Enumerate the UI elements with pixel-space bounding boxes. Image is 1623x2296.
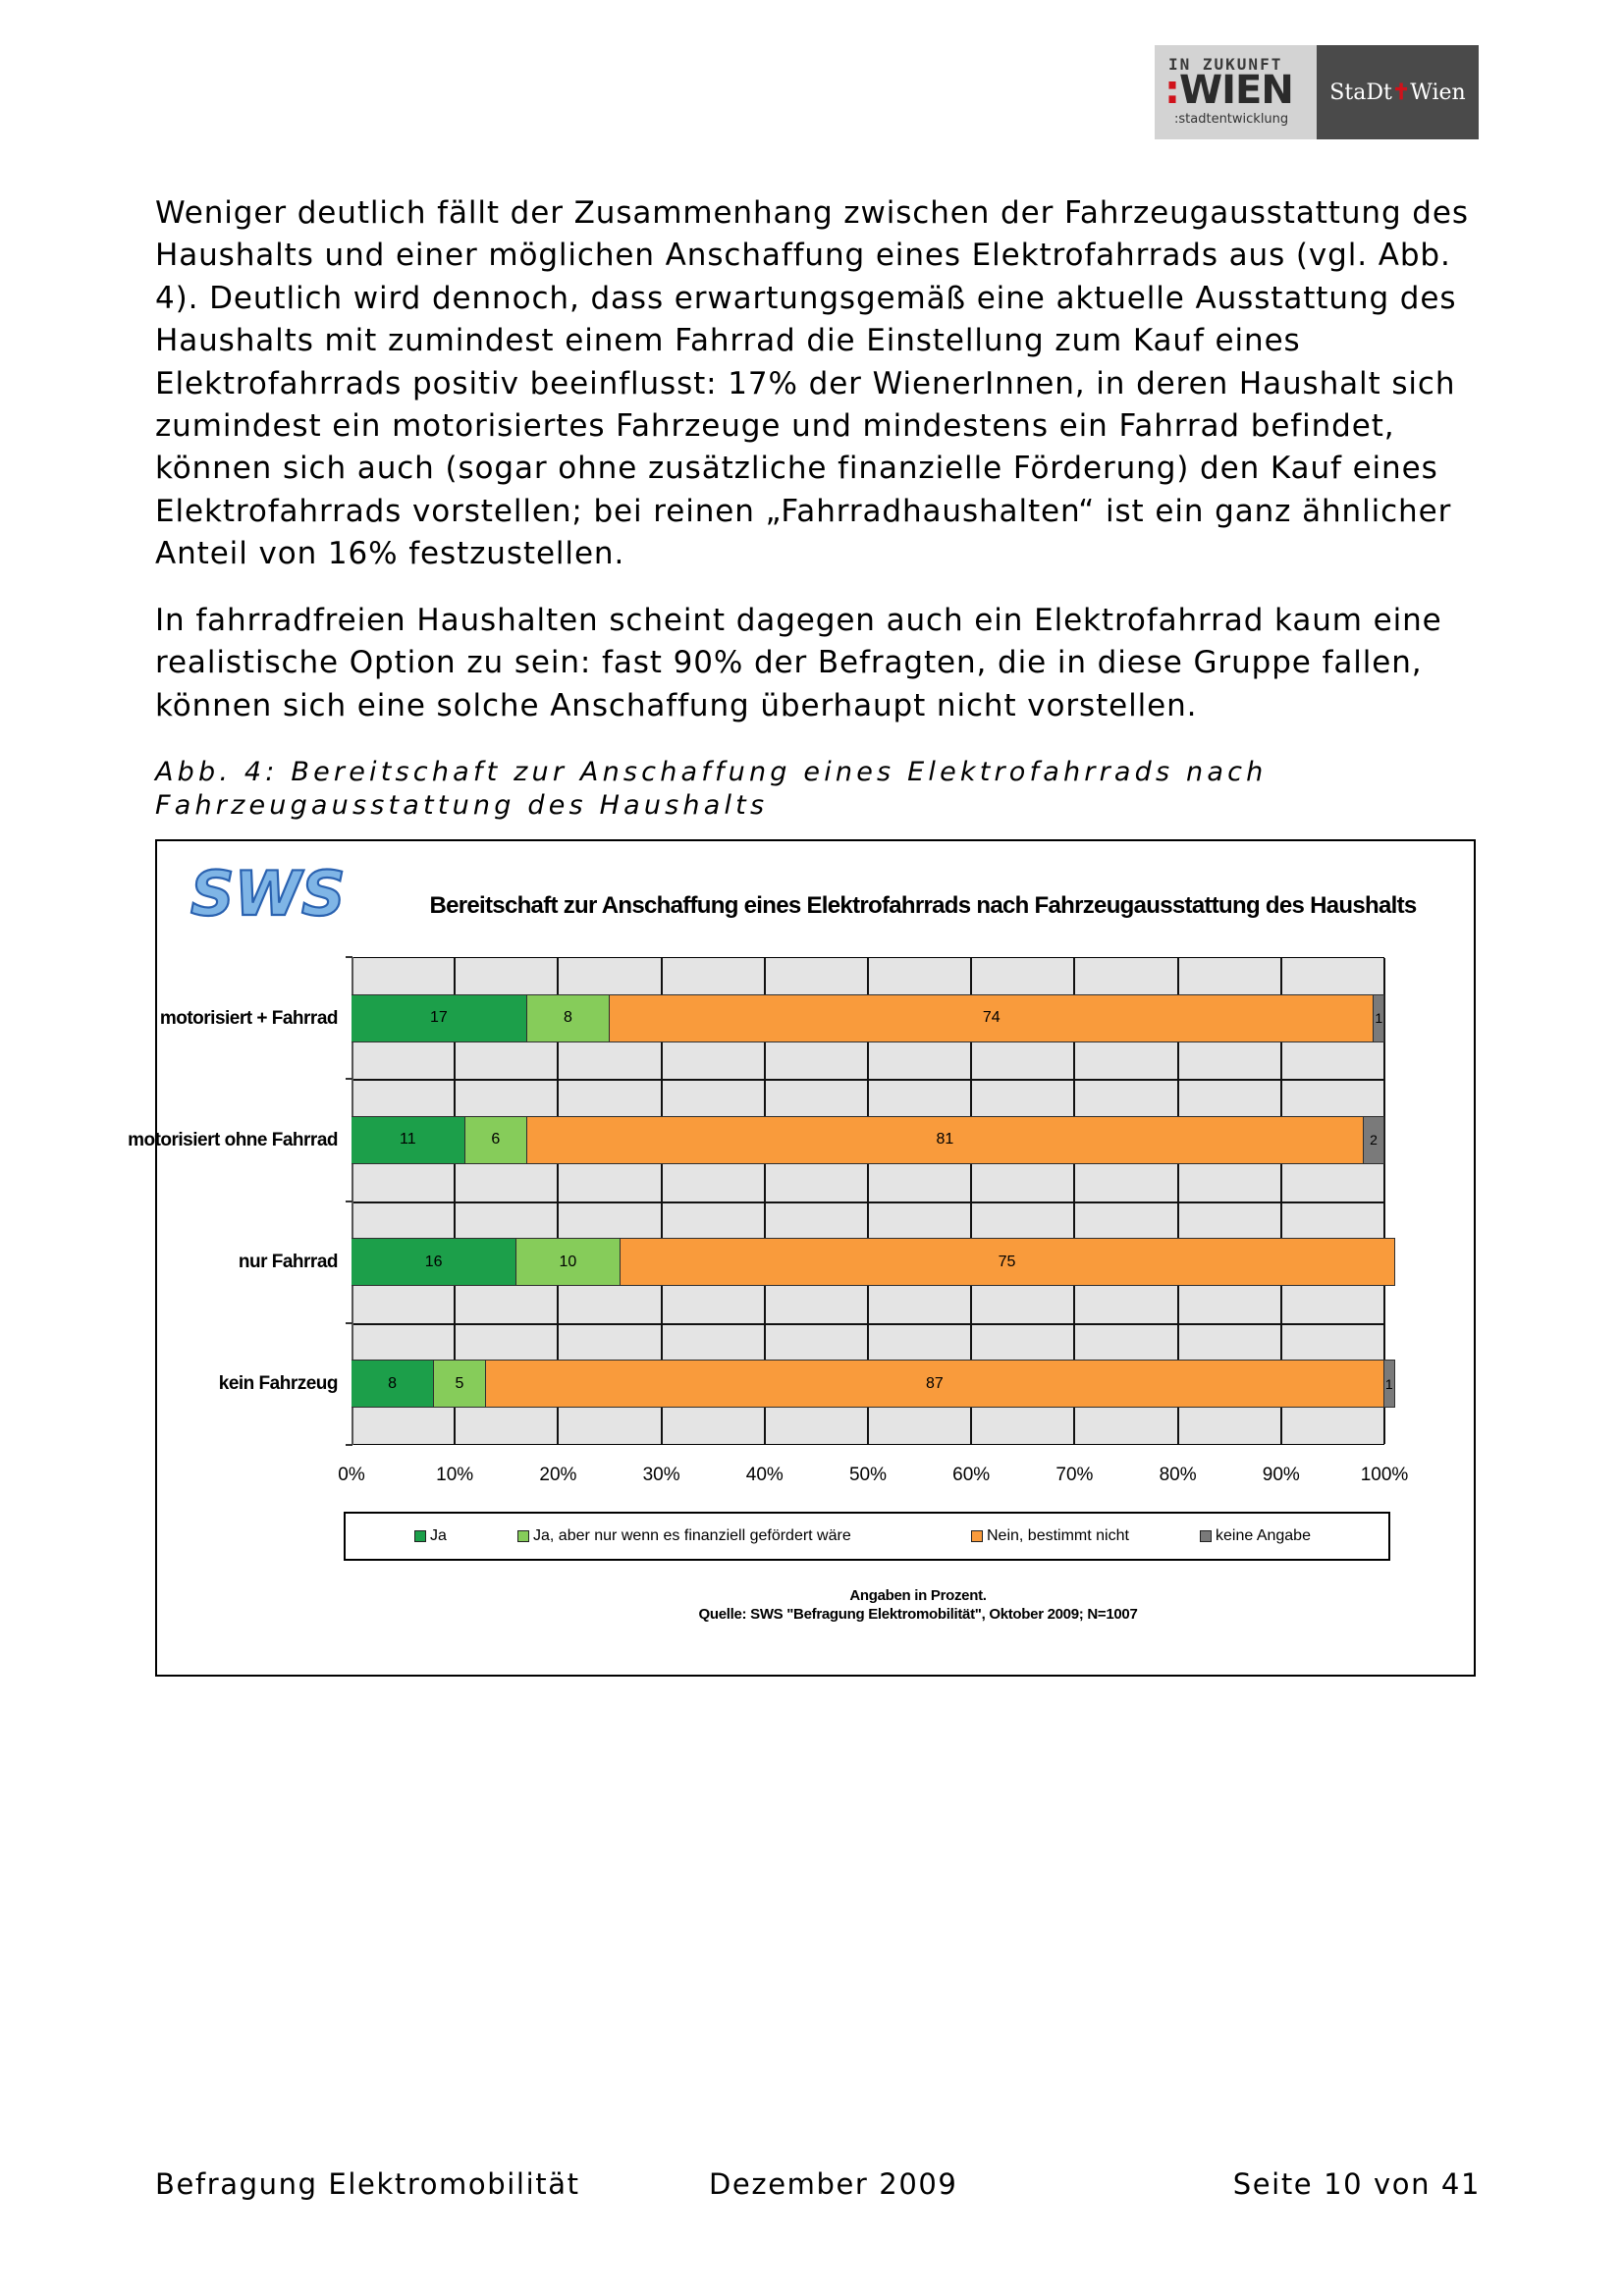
logo-line3: :stadtentwicklung (1174, 112, 1289, 127)
y-axis-tick (346, 1322, 352, 1324)
chart-title: Bereitschaft zur Anschaffung eines Elektrofahrrads nach Fahrzeugausstattung des Haushalts (429, 892, 1417, 919)
paragraph-1: Weniger deutlich fällt der Zusammenhang zwischen der Fahrzeugausstattung des Haushalts und einer möglichen Anschaffung eines Elektrofahrrads aus (vgl. Abb. 4). Deutlich wird dennoch, dass erwartungsgemäß eine aktuelle Ausstattung des Haushalts mit zumindest einem Fahrrad die Einstellung zum Kauf eines Elektrofahrrads positiv beeinflusst: 17% der WienerInnen, in deren Haushalt sich zumindest ein motorisiertes Fahrzeuge und mindestens ein Fahrrad befindet, können sich auch (sogar ohne zusätzliche finanzielle Förderung) den Kauf eines Elektrofahrrads vorstellen; bei reinen „Fahrradhaushalten“ ist ein ganz ähnlicher Anteil von 16% festzustellen. (155, 195, 1469, 572)
logo-line1: IN ZUKUNFT (1168, 55, 1283, 74)
bar-data-label: 74 (982, 1009, 1001, 1027)
chart-legend (344, 1512, 1390, 1561)
legend-label: Ja (430, 1527, 447, 1544)
in-zukunft-wien-logo (1155, 45, 1479, 139)
legend-swatch (517, 1530, 529, 1542)
legend-item (517, 1527, 851, 1545)
bar-data-label: 75 (998, 1253, 1016, 1270)
bar-data-label: 10 (559, 1253, 577, 1270)
x-axis-tick-label: 50% (848, 1465, 888, 1485)
stadt-wien-cross: ✝ (1391, 80, 1411, 105)
horizontal-gridline (352, 1079, 1383, 1081)
bar-data-label: 5 (455, 1374, 464, 1392)
y-axis-category-label: nur Fahrrad (238, 1252, 338, 1273)
x-axis-tick-label: 10% (436, 1465, 474, 1485)
bar-data-label: 8 (563, 1009, 572, 1027)
legend-swatch (1200, 1530, 1212, 1542)
y-axis-category-label: kein Fahrzeug (218, 1373, 338, 1395)
legend-swatch (414, 1530, 426, 1542)
bar-segment-ja (352, 994, 527, 1042)
legend-item (414, 1527, 447, 1545)
y-axis-category-label: motorisiert + Fahrrad (159, 1007, 338, 1029)
bar-segment-nein (610, 994, 1374, 1042)
stadt-wien-text-a: StaDt (1329, 80, 1392, 105)
figure-caption: Abb. 4: Bereitschaft zur Anschaffung eines Elektrofahrrads nach Fahrzeugausstattung des Haushalts (155, 757, 1268, 821)
footer-page-number: Seite 10 von 41 (1232, 2167, 1481, 2201)
bar-data-label: 87 (925, 1374, 944, 1392)
legend-label: Nein, bestimmt nicht (987, 1527, 1129, 1544)
x-axis-tick-label: 0% (338, 1465, 365, 1485)
bar-data-label: 1 (1375, 1010, 1383, 1027)
bar-segment-nein (527, 1116, 1364, 1164)
logo-left-panel (1155, 45, 1317, 139)
bar-segment-nein (621, 1238, 1395, 1286)
bar-segment-ja (352, 1360, 434, 1408)
chart-note-source: Quelle: SWS "Befragung Elektromobilität", Oktober 2009; N=1007 (698, 1606, 1138, 1623)
legend-item (971, 1527, 1129, 1545)
y-axis-category-label: motorisiert ohne Fahrrad (128, 1129, 338, 1150)
bar-data-label: 16 (424, 1253, 443, 1270)
horizontal-gridline (352, 1201, 1383, 1203)
bar-segment-keine-angabe (1364, 1116, 1384, 1164)
logo-colon: : (1164, 68, 1179, 113)
stadt-wien-logo (1317, 45, 1479, 139)
sws-logo-text: SWS (190, 860, 346, 929)
y-axis-tick (346, 1078, 352, 1080)
horizontal-gridline (352, 1323, 1383, 1325)
x-axis-tick-label: 40% (745, 1465, 784, 1485)
logo-line2 (1164, 68, 1293, 113)
bar-segment-gefoerdert (516, 1238, 620, 1286)
logo-wien: WIEN (1179, 68, 1293, 113)
bar-segment-gefoerdert (527, 994, 610, 1042)
bar-segment-gefoerdert (434, 1360, 486, 1408)
x-axis-tick-label: 80% (1159, 1465, 1197, 1485)
bar-data-label: 2 (1370, 1132, 1378, 1148)
x-axis-tick-label: 70% (1055, 1465, 1094, 1485)
bar-segment-nein (486, 1360, 1384, 1408)
bar-segment-gefoerdert (465, 1116, 527, 1164)
legend-swatch (971, 1530, 983, 1542)
footer-title: Befragung Elektromobilität (155, 2167, 580, 2201)
legend-label: Ja, aber nur wenn es finanziell gefördert wäre (533, 1527, 851, 1544)
bar-data-label: 11 (400, 1131, 416, 1148)
legend-label: keine Angabe (1216, 1527, 1311, 1544)
bar-segment-keine-angabe (1374, 994, 1384, 1042)
legend-item (1200, 1527, 1311, 1545)
bar-segment-ja (352, 1238, 516, 1286)
chart-note-units: Angaben in Prozent. (849, 1587, 987, 1604)
y-axis-tick (346, 1444, 352, 1446)
x-axis-tick-label: 60% (952, 1465, 991, 1485)
x-axis-tick-label: 20% (539, 1465, 577, 1485)
bar-segment-ja (352, 1116, 465, 1164)
footer-date: Dezember 2009 (709, 2167, 958, 2201)
y-axis-tick (346, 1201, 352, 1202)
bar-segment-keine-angabe (1384, 1360, 1395, 1408)
bar-data-label: 8 (388, 1374, 398, 1392)
bar-data-label: 1 (1384, 1375, 1393, 1392)
y-axis-tick (346, 956, 352, 958)
x-axis-tick-label: 90% (1262, 1465, 1300, 1485)
bar-data-label: 6 (491, 1131, 501, 1148)
x-axis-tick-label: 30% (642, 1465, 680, 1485)
stadt-wien-text-b: Wien (1410, 80, 1466, 105)
bar-data-label: 17 (430, 1009, 448, 1027)
bar-data-label: 81 (936, 1131, 954, 1148)
x-axis-tick-label: 100% (1360, 1465, 1409, 1485)
paragraph-2: In fahrradfreien Haushalten scheint dagegen auch ein Elektrofahrrad kaum eine realistische Option zu sein: fast 90% der Befragten, die in diese Gruppe fallen, können sich eine solche Anschaffung überhaupt nicht vorstellen. (155, 603, 1442, 723)
sws-logo (187, 860, 383, 929)
